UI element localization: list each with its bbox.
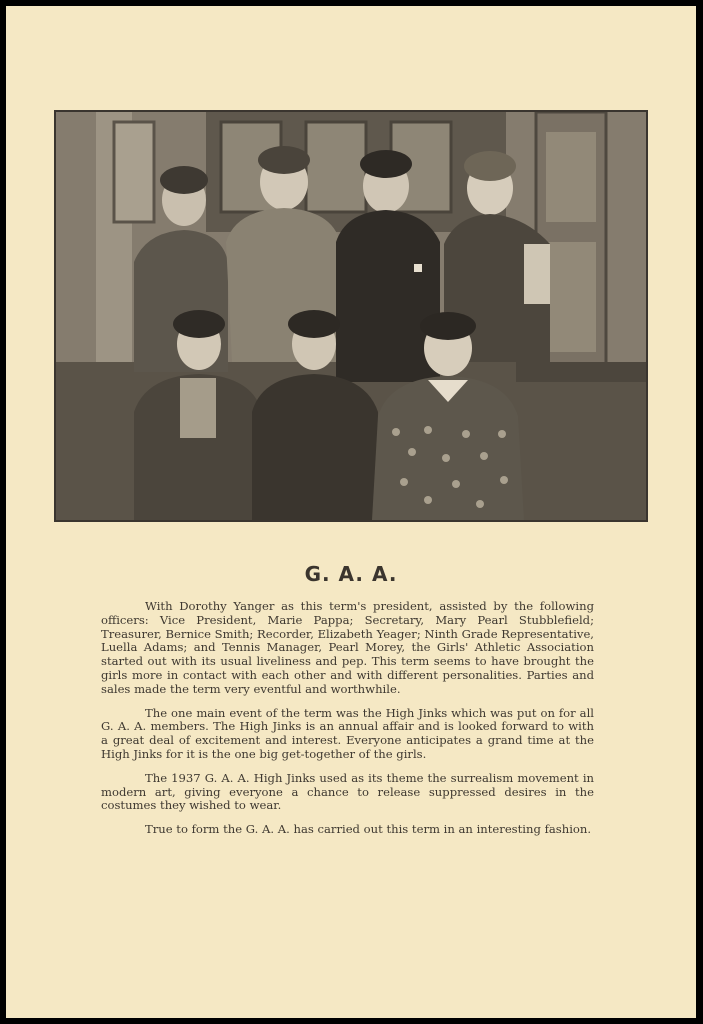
paragraph-3: The 1937 G. A. A. High Jinks used as its theme the surrealism movement in modern art, giving everyone a chance to release suppressed desires in the costumes they wished to wear.	[101, 770, 594, 813]
group-photo-illustration	[56, 112, 646, 520]
article-body	[101, 600, 594, 847]
paragraph-2: The one main event of the term was the High Jinks which was put on for all G. A. A. members. The High Jinks is an annual affair and is looked forward to with a great deal of excitement and interest. Everyone anticipates a grand time at the High Jinks for it is the one big get-together of the girls.	[101, 705, 594, 761]
paragraph-4: True to form the G. A. A. has carried out this term in an interesting fashion.	[145, 822, 592, 837]
paragraph-1: With Dorothy Yanger as this term's president, assisted by the following officers: Vice President, Marie Pappa; Secretary, Mary Pearl Stubblefield; Treasurer, Bernice Smith; Recorder, Elizabeth Yeager; Ninth Grade Representative, Luella Adams; and Tennis Manager, Pearl Morey, the Girls' Athletic Association started out with its usual liveliness and pep. This term seems to have brought the girls more in contact with each other and with different personalities. Parties and sales made the term very eventful and worthwhile.	[101, 599, 594, 696]
yearbook-page	[6, 6, 696, 1018]
page-heading: G. A. A.	[304, 562, 398, 586]
group-photo	[54, 110, 648, 522]
